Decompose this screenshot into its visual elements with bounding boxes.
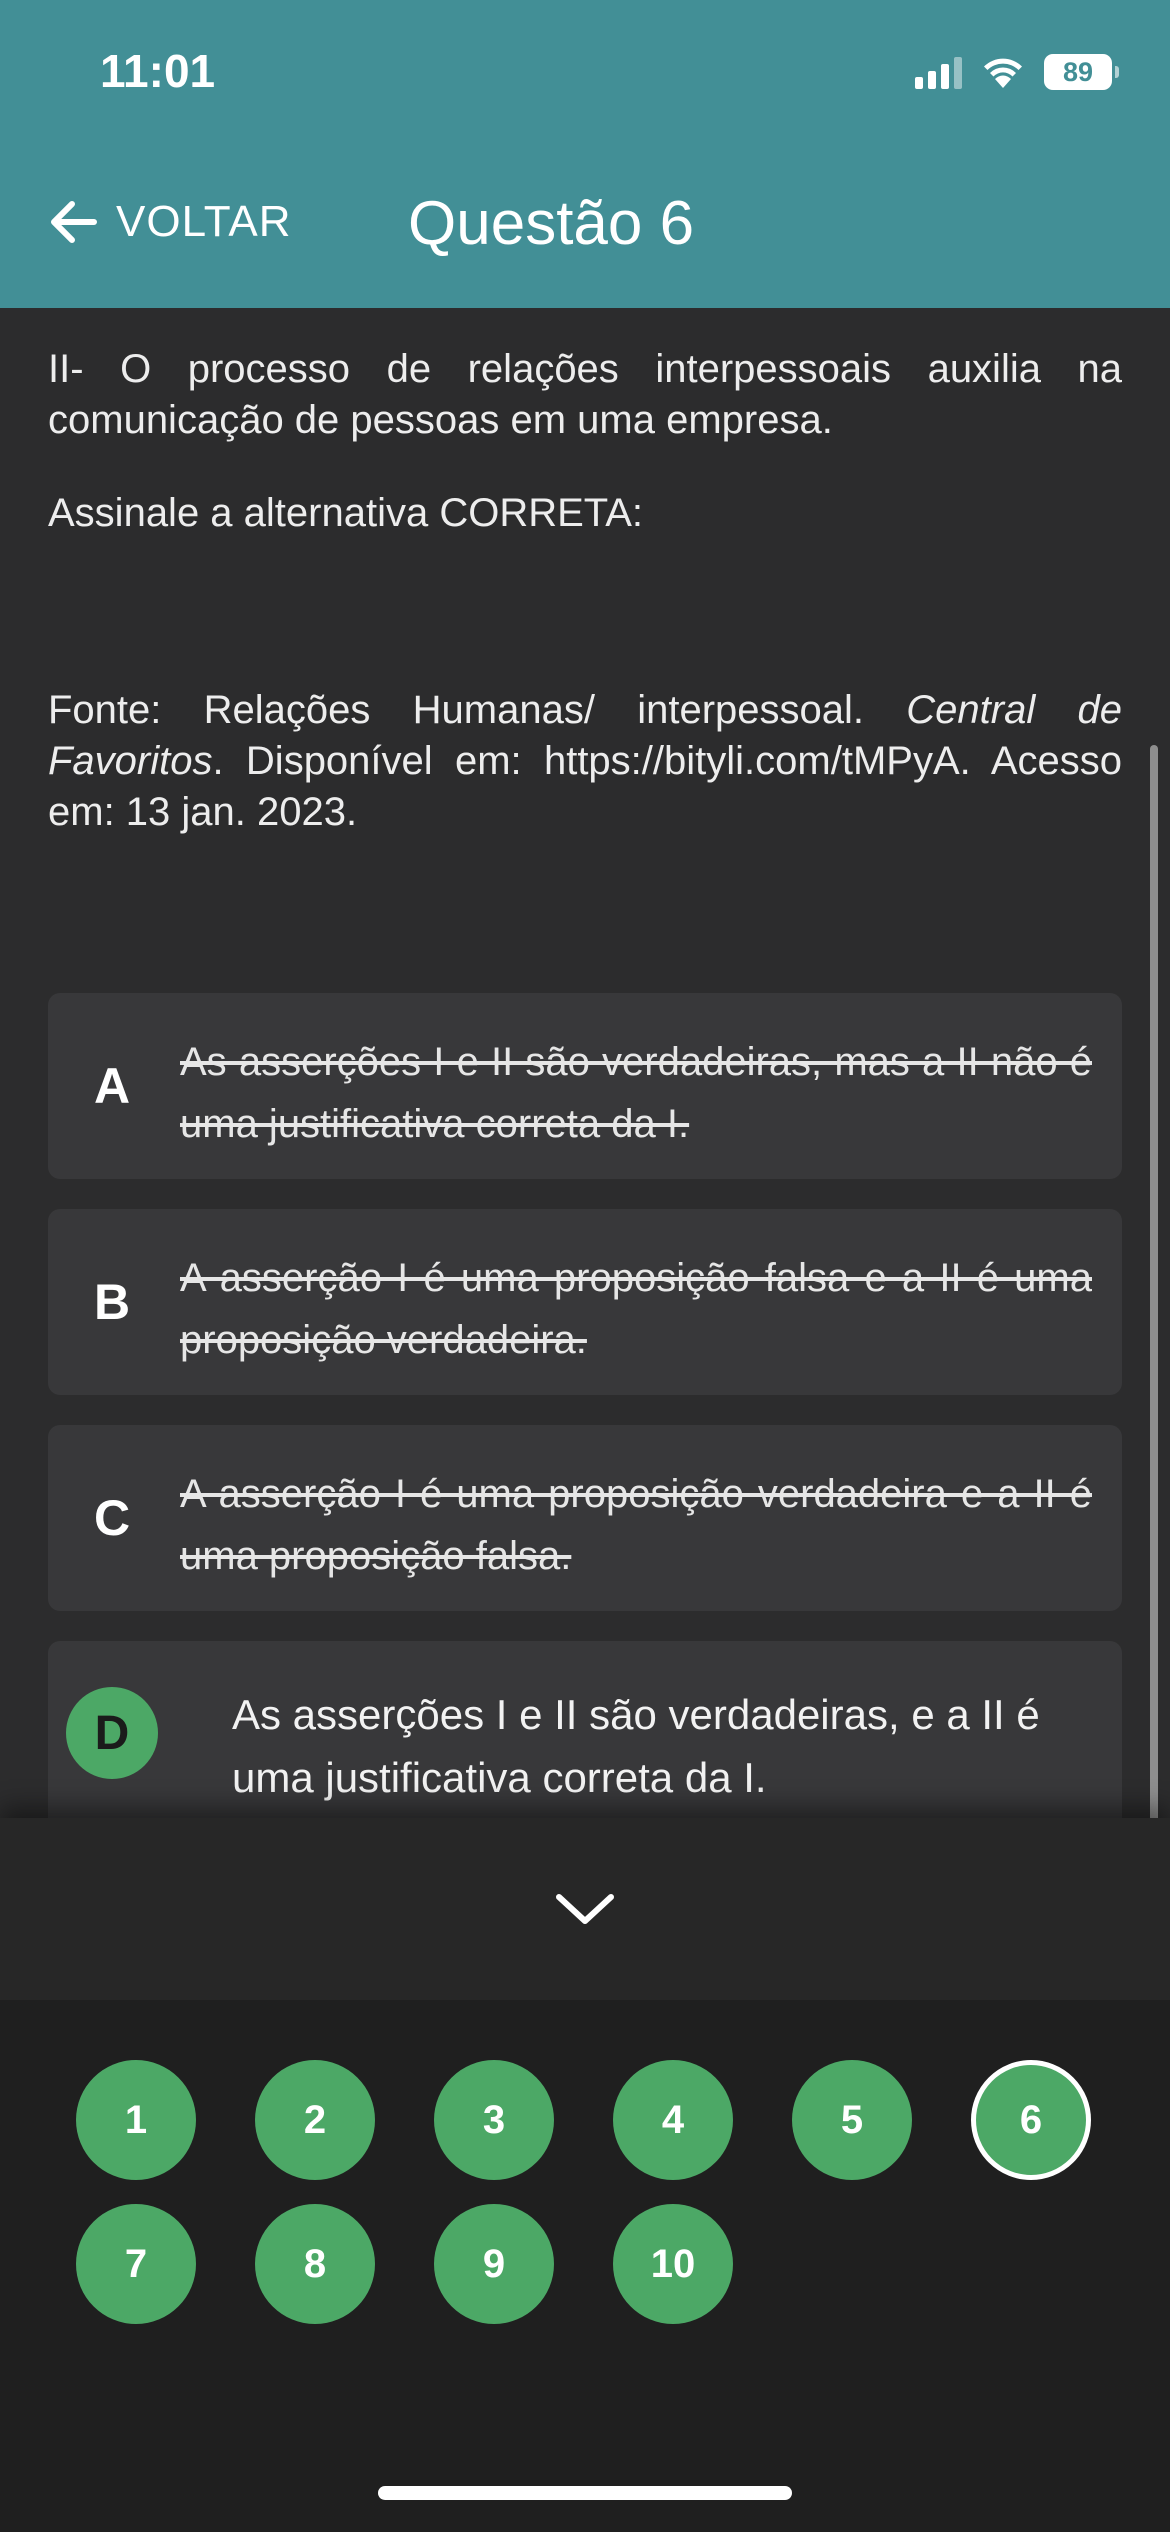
status-icons xyxy=(915,52,1112,92)
option-text: A asserção I é uma proposição falsa e a II é uma proposição verdadeira. xyxy=(180,1256,1092,1362)
question-button-3[interactable]: 3 xyxy=(434,2060,554,2180)
source-prefix: Fonte: Relações Humanas/ interpessoal. xyxy=(48,688,907,732)
option-letter: A xyxy=(94,1058,131,1114)
question-button-1[interactable]: 1 xyxy=(76,2060,196,2180)
page-title: Questão 6 xyxy=(408,189,695,258)
question-button-9[interactable]: 9 xyxy=(434,2204,554,2324)
question-button-10[interactable]: 10 xyxy=(613,2204,733,2324)
back-label: VOLTAR xyxy=(116,197,292,246)
option-selected-badge: D xyxy=(66,1687,158,1779)
instruction-text: Assinale a alternativa CORRETA: xyxy=(48,491,644,535)
option-b[interactable] xyxy=(48,1209,1122,1395)
home-indicator[interactable] xyxy=(378,2486,792,2500)
question-navigator-sheet xyxy=(0,1818,1170,2532)
chevron-down-icon xyxy=(553,1889,617,1929)
status-time: 11:01 xyxy=(100,45,216,97)
option-text: A asserção I é uma proposição verdadeira e a II é uma proposição falsa. xyxy=(180,1472,1092,1578)
answer-options xyxy=(48,993,1122,1871)
assertion-text: II- O processo de relações interpessoais auxilia na comunicação de pessoas em uma empresa. xyxy=(48,347,1122,442)
question-button-4[interactable]: 4 xyxy=(613,2060,733,2180)
back-button[interactable] xyxy=(44,192,292,252)
wifi-icon xyxy=(982,55,1024,89)
collapse-sheet-button[interactable] xyxy=(0,1818,1170,2000)
question-button-7[interactable]: 7 xyxy=(76,2204,196,2324)
source-suffix: . Disponível em: https://bityli.com/tMPyA. Acesso em: 13 jan. 2023. xyxy=(48,739,1122,834)
app-header xyxy=(0,0,1170,308)
cellular-signal-icon xyxy=(915,55,962,89)
question-button-2[interactable]: 2 xyxy=(255,2060,375,2180)
arrow-left-icon xyxy=(44,194,100,250)
question-button-5[interactable]: 5 xyxy=(792,2060,912,2180)
source-citation xyxy=(48,685,1122,838)
option-letter: B xyxy=(94,1274,131,1330)
question-content xyxy=(48,308,1122,838)
option-letter: C xyxy=(94,1490,131,1546)
question-button-8[interactable]: 8 xyxy=(255,2204,375,2324)
option-a[interactable] xyxy=(48,993,1122,1179)
option-d[interactable] xyxy=(48,1641,1122,1841)
source-italic: Central de Favoritos xyxy=(48,688,1122,783)
battery-icon: 89 xyxy=(1044,54,1112,90)
question-button-6-current[interactable]: 6 xyxy=(971,2060,1091,2180)
option-text: As asserções I e II são verdadeiras, e a II é uma justificativa correta da I. xyxy=(232,1691,1040,1801)
option-text: As asserções I e II são verdadeiras, mas a II não é uma justificativa correta da I. xyxy=(180,1040,1092,1146)
option-c[interactable] xyxy=(48,1425,1122,1611)
